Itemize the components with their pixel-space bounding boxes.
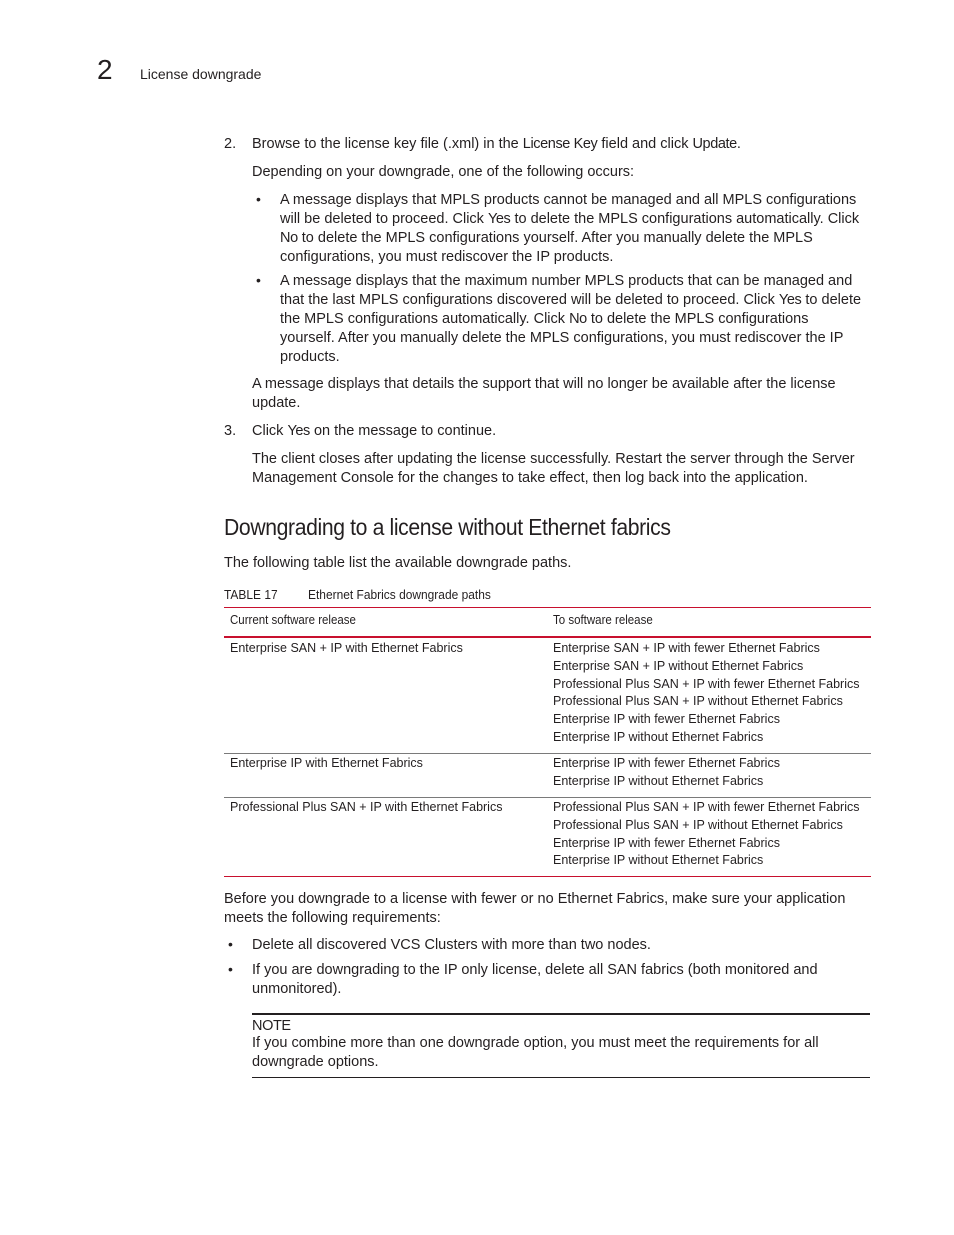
list-item: Enterprise IP with fewer Ethernet Fabrics <box>553 835 780 850</box>
note-bottom-rule <box>252 1077 870 1078</box>
list-item: Professional Plus SAN + IP without Ethernet Fabrics <box>553 694 843 709</box>
bullet-dot: • <box>256 191 261 207</box>
requirements-paragraph: Before you downgrade to a license with fewer or no Ethernet Fabrics, make sure your application meets the following requirements: <box>224 891 846 926</box>
list-item: Enterprise SAN + IP with fewer Ethernet Fabrics <box>553 641 820 655</box>
bullet-dot: • <box>228 961 233 977</box>
step-2-closing-paragraph: A message displays that details the support that will no longer be available after the license update. <box>252 376 836 411</box>
table-header-current: Current software release <box>230 613 356 627</box>
step-2-post: . <box>736 136 741 152</box>
table-bottom-rule <box>224 876 871 877</box>
chapter-title: License downgrade <box>140 66 262 82</box>
table-top-rule <box>224 607 871 608</box>
note-text: If you combine more than one downgrade option, you must meet the requirements for all downgrade options. <box>252 1035 819 1070</box>
requirement-bullet-1: Delete all discovered VCS Clusters with more than two nodes. <box>252 937 651 953</box>
table-header-rule <box>224 636 871 638</box>
license-key-field-term: License Key <box>522 136 598 152</box>
table-row-divider <box>224 753 871 754</box>
table-label: TABLE 17 <box>224 587 278 602</box>
bullet-2-line-2: that the last MPLS configurations discovered will be deleted to proceed. Click Yes to delete <box>280 292 862 308</box>
list-item: Enterprise IP with fewer Ethernet Fabrics <box>553 756 780 770</box>
section-intro: The following table list the available downgrade paths. <box>224 555 572 571</box>
no-term: No <box>569 311 587 327</box>
list-item: Enterprise IP with fewer Ethernet Fabrics <box>553 712 780 727</box>
bullet-dot: • <box>228 936 233 952</box>
list-item: Enterprise IP without Ethernet Fabrics <box>553 853 764 868</box>
bullet-dot: • <box>256 272 261 288</box>
list-item: Professional Plus SAN + IP without Ethernet Fabrics <box>553 817 843 832</box>
bullet-1 <box>280 191 859 267</box>
bullet-1-line-1: A message displays that MPLS products cannot be managed and all MPLS configurations <box>280 192 857 208</box>
table-cell-to <box>553 799 860 870</box>
list-item: Enterprise IP without Ethernet Fabrics <box>553 729 764 744</box>
bullet-1-line-2: will be deleted to proceed. Click Yes to delete the MPLS configurations automatically. Click <box>280 211 860 227</box>
yes-term: Yes <box>287 423 310 439</box>
bullet-2-line-5: products. <box>280 349 340 365</box>
list-item: Enterprise IP without Ethernet Fabrics <box>553 773 764 788</box>
step-2-paragraph: Depending on your downgrade, one of the following occurs: <box>252 164 635 180</box>
list-item: Enterprise SAN + IP without Ethernet Fabrics <box>553 658 804 673</box>
chapter-number: 2 <box>97 54 113 85</box>
bullet-1-line-3: No to delete the MPLS configurations yourself. After you manually delete the MPLS <box>280 230 813 246</box>
update-button-term: Update <box>692 136 737 152</box>
table-row-divider <box>224 797 871 798</box>
bullet-2-line-1: A message displays that the maximum number MPLS products that can be managed and <box>280 273 853 289</box>
bullet-2-line-4: yourself. After you manually delete the MPLS configurations, you must rediscover the IP <box>280 330 844 346</box>
table-cell-current: Professional Plus SAN + IP with Ethernet Fabrics <box>230 800 503 814</box>
step-3-text: Click Yes on the message to continue. <box>252 423 497 439</box>
yes-term: Yes <box>778 292 802 308</box>
note-label: NOTE <box>252 1018 291 1034</box>
table-cell-current: Enterprise SAN + IP with Ethernet Fabrics <box>230 641 463 655</box>
requirement-bullet-2: If you are downgrading to the IP only license, delete all SAN fabrics (both monitored and unmonitored). <box>252 962 818 997</box>
step-2-text <box>252 135 741 154</box>
list-item: Professional Plus SAN + IP with fewer Ethernet Fabrics <box>553 676 860 691</box>
yes-term: Yes <box>487 211 511 227</box>
table-caption: Ethernet Fabrics downgrade paths <box>308 587 491 602</box>
no-term: No <box>280 230 298 246</box>
bullet-2-line-3: the MPLS configurations automatically. Click No to delete the MPLS configurations <box>280 311 809 327</box>
list-item: Professional Plus SAN + IP with fewer Ethernet Fabrics <box>553 800 860 814</box>
step-2-pre: Browse to the license key file (.xml) in the <box>252 136 523 152</box>
section-heading: Downgrading to a license without Ethernet fabrics <box>224 514 671 540</box>
table-header-to: To software release <box>553 613 653 627</box>
bullet-2 <box>280 272 861 367</box>
step-2-number: 2. <box>224 136 237 152</box>
table-cell-current: Enterprise IP with Ethernet Fabrics <box>230 756 423 770</box>
table-cell-to <box>553 640 860 747</box>
table-cell-to <box>553 755 780 791</box>
bullet-1-line-4: configurations, you must rediscover the IP products. <box>280 249 614 265</box>
note-top-rule <box>252 1013 870 1015</box>
step-3-number: 3. <box>224 423 237 439</box>
step-3-paragraph: The client closes after updating the license successfully. Restart the server through the Server Management Console for the changes to take effect, then log back into the application. <box>252 451 855 486</box>
step-2-mid: field and click <box>597 136 693 152</box>
